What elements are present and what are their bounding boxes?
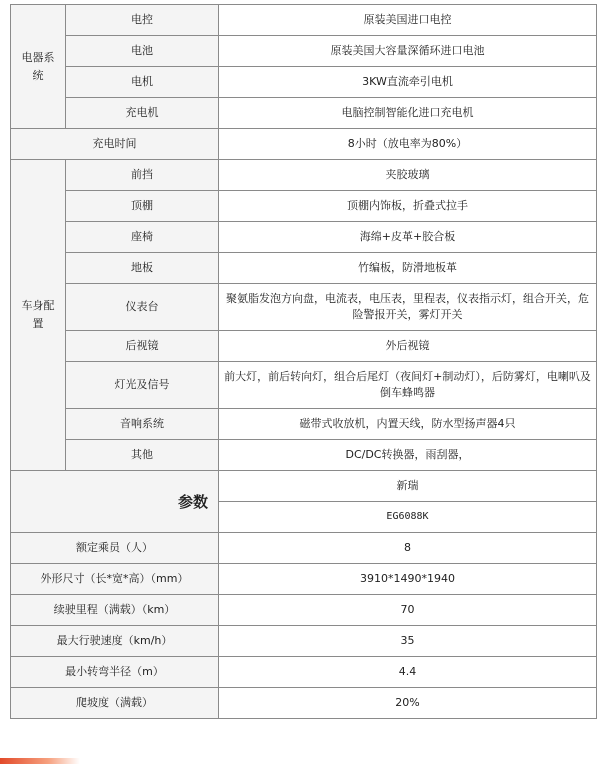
row-value: 磁带式收放机，内置天线，防水型扬声器4只 — [219, 409, 597, 440]
table-row — [11, 160, 597, 191]
table-row — [11, 5, 597, 36]
row-value: 原装美国大容量深循环进口电池 — [219, 36, 597, 67]
row-label: 电控 — [66, 5, 219, 36]
row-label: 最小转弯半径（m） — [11, 657, 219, 688]
row-value: 3910*1490*1940 — [219, 564, 597, 595]
row-value: 35 — [219, 626, 597, 657]
table-row — [11, 331, 597, 362]
row-label: 后视镜 — [66, 331, 219, 362]
table-row — [11, 362, 597, 409]
table-row — [11, 595, 597, 626]
table-row — [11, 533, 597, 564]
row-label: 爬坡度（满载） — [11, 688, 219, 719]
table-row — [11, 409, 597, 440]
table-row — [11, 471, 597, 502]
row-label: 充电机 — [66, 98, 219, 129]
row-label: 仪表台 — [66, 284, 219, 331]
row-label: 顶棚 — [66, 191, 219, 222]
table-row — [11, 688, 597, 719]
row-label: 额定乘员（人） — [11, 533, 219, 564]
table-row — [11, 564, 597, 595]
row-value: 电脑控制智能化进口充电机 — [219, 98, 597, 129]
row-label: 电池 — [66, 36, 219, 67]
row-value: DC/DC转换器，雨刮器， — [219, 440, 597, 471]
row-label: 其他 — [66, 440, 219, 471]
row-label: 充电时间 — [11, 129, 219, 160]
table-row — [11, 129, 597, 160]
table-row — [11, 98, 597, 129]
row-label: 电机 — [66, 67, 219, 98]
spec-table — [10, 4, 597, 719]
table-row — [11, 67, 597, 98]
model-value: EG6088K — [219, 502, 597, 533]
row-value: 3KW直流牵引电机 — [219, 67, 597, 98]
decorative-footer-bar — [0, 758, 80, 764]
row-value: 4.4 — [219, 657, 597, 688]
row-value: 夹胶玻璃 — [219, 160, 597, 191]
group-body — [11, 160, 66, 471]
table-row — [11, 284, 597, 331]
row-label: 最大行驶速度（km/h） — [11, 626, 219, 657]
group-label: 车身配置 — [21, 299, 55, 330]
params-header: 参数 — [11, 471, 219, 533]
row-label: 外形尺寸（长*宽*高）（mm） — [11, 564, 219, 595]
row-value: 聚氨脂发泡方向盘，电流表，电压表，里程表，仪表指示灯，组合开关，危险警报开关，雾灯开关 — [219, 284, 597, 331]
row-label: 前挡 — [66, 160, 219, 191]
row-label: 地板 — [66, 253, 219, 284]
group-label: 电器系统 — [21, 50, 55, 82]
row-value: 海绵+皮革+胶合板 — [219, 222, 597, 253]
group-electrical — [11, 5, 66, 129]
table-row — [11, 657, 597, 688]
row-value: 竹编板，防滑地板革 — [219, 253, 597, 284]
row-value: 8 — [219, 533, 597, 564]
row-value: 20% — [219, 688, 597, 719]
row-label: 座椅 — [66, 222, 219, 253]
table-row — [11, 253, 597, 284]
row-value: 前大灯，前后转向灯，组合后尾灯（夜间灯+制动灯），后防雾灯，电喇叭及倒车蜂鸣器 — [219, 362, 597, 409]
table-row — [11, 626, 597, 657]
row-value: 70 — [219, 595, 597, 626]
table-row — [11, 191, 597, 222]
row-label: 灯光及信号 — [66, 362, 219, 409]
table-row — [11, 36, 597, 67]
row-label: 音响系统 — [66, 409, 219, 440]
row-value: 原装美国进口电控 — [219, 5, 597, 36]
table-row — [11, 440, 597, 471]
row-value: 外后视镜 — [219, 331, 597, 362]
brand-value: 新瑞 — [219, 471, 597, 502]
row-value: 8小时（放电率为80%） — [219, 129, 597, 160]
row-label: 续驶里程（满载）（km） — [11, 595, 219, 626]
table-row — [11, 222, 597, 253]
row-value: 顶棚内饰板，折叠式拉手 — [219, 191, 597, 222]
